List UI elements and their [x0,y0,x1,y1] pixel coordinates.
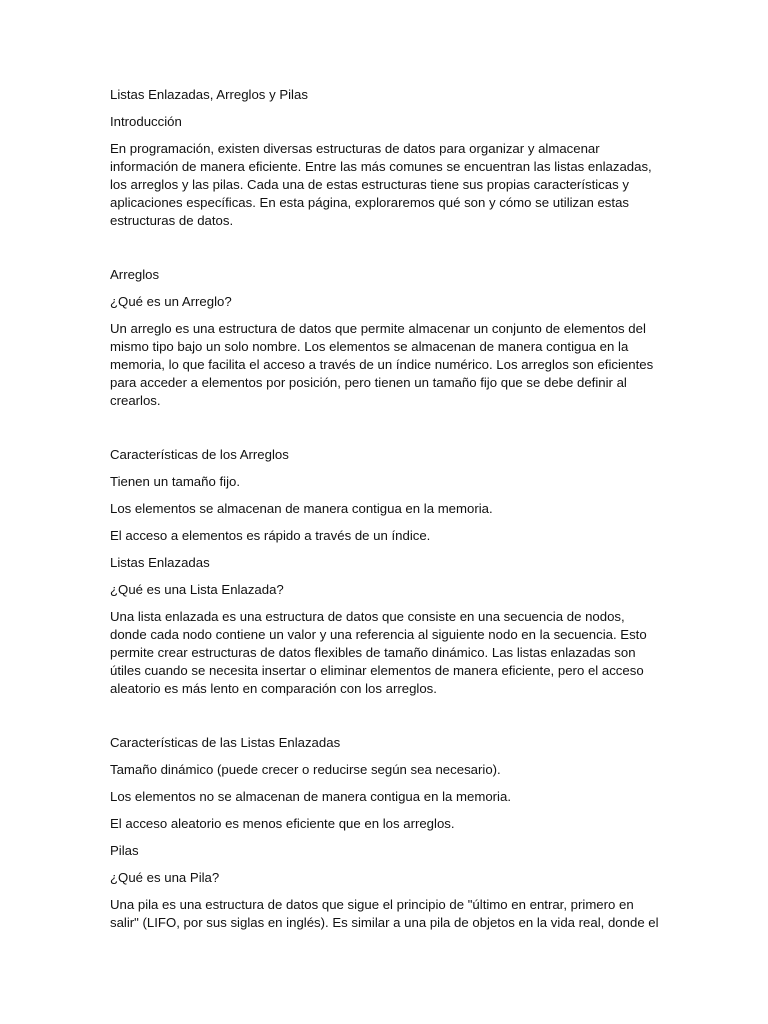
intro-paragraph: En programación, existen diversas estructuras de datos para organizar y almacenar información de manera eficiente. Entre las más comunes se encuentran las listas enlazadas, los arreglos y las pilas. Cada una de estas estructuras tiene sus propias características y aplicaciones específicas. En esta página, exploraremos qué son y cómo se utilizan estas estructuras de datos. [110,141,652,228]
listas-feature-item: Tamaño dinámico (puede crecer o reducirse según sea necesario). [110,762,501,777]
arreglos-paragraph: Un arreglo es una estructura de datos que permite almacenar un conjunto de elementos del mismo tipo bajo un solo nombre. Los elementos se almacenan de manera contigua en la memoria, lo que facilita el acceso a través de un índice numérico. Los arreglos son eficientes para acceder a elementos por posición, pero tienen un tamaño fijo que se debe definir al crearlos. [110,321,654,408]
arreglos-question: ¿Qué es un Arreglo? [110,294,232,309]
pilas-question: ¿Qué es una Pila? [110,870,220,885]
listas-heading: Listas Enlazadas [110,555,210,570]
arreglos-feature-item: Tienen un tamaño fijo. [110,474,241,489]
document-title: Listas Enlazadas, Arreglos y Pilas [110,87,308,102]
pilas-heading: Pilas [110,843,139,858]
listas-question: ¿Qué es una Lista Enlazada? [110,582,284,597]
pilas-paragraph: Una pila es una estructura de datos que sigue el principio de "último en entrar, primero en salir" (LIFO, por sus siglas en inglés). Es similar a una pila de objetos en la vida real, donde el [110,897,659,930]
arreglos-features-heading: Características de los Arreglos [110,447,289,462]
listas-paragraph: Una lista enlazada es una estructura de datos que consiste en una secuencia de nodos, donde cada nodo contiene un valor y una referencia al siguiente nodo en la secuencia. Esto permite crear estructuras de datos flexibles de tamaño dinámico. Las listas enlazadas son útiles cuando se necesita insertar o eliminar elementos de manera eficiente, pero el acceso aleatorio es más lento en comparación con los arreglos. [110,609,647,696]
arreglos-heading: Arreglos [110,267,160,282]
listas-feature-item: El acceso aleatorio es menos eficiente que en los arreglos. [110,816,455,831]
arreglos-feature-item: El acceso a elementos es rápido a través de un índice. [110,528,431,543]
intro-heading: Introducción [110,114,182,129]
listas-features-heading: Características de las Listas Enlazadas [110,735,341,750]
arreglos-feature-item: Los elementos se almacenan de manera contigua en la memoria. [110,501,493,516]
listas-feature-item: Los elementos no se almacenan de manera contigua en la memoria. [110,789,511,804]
